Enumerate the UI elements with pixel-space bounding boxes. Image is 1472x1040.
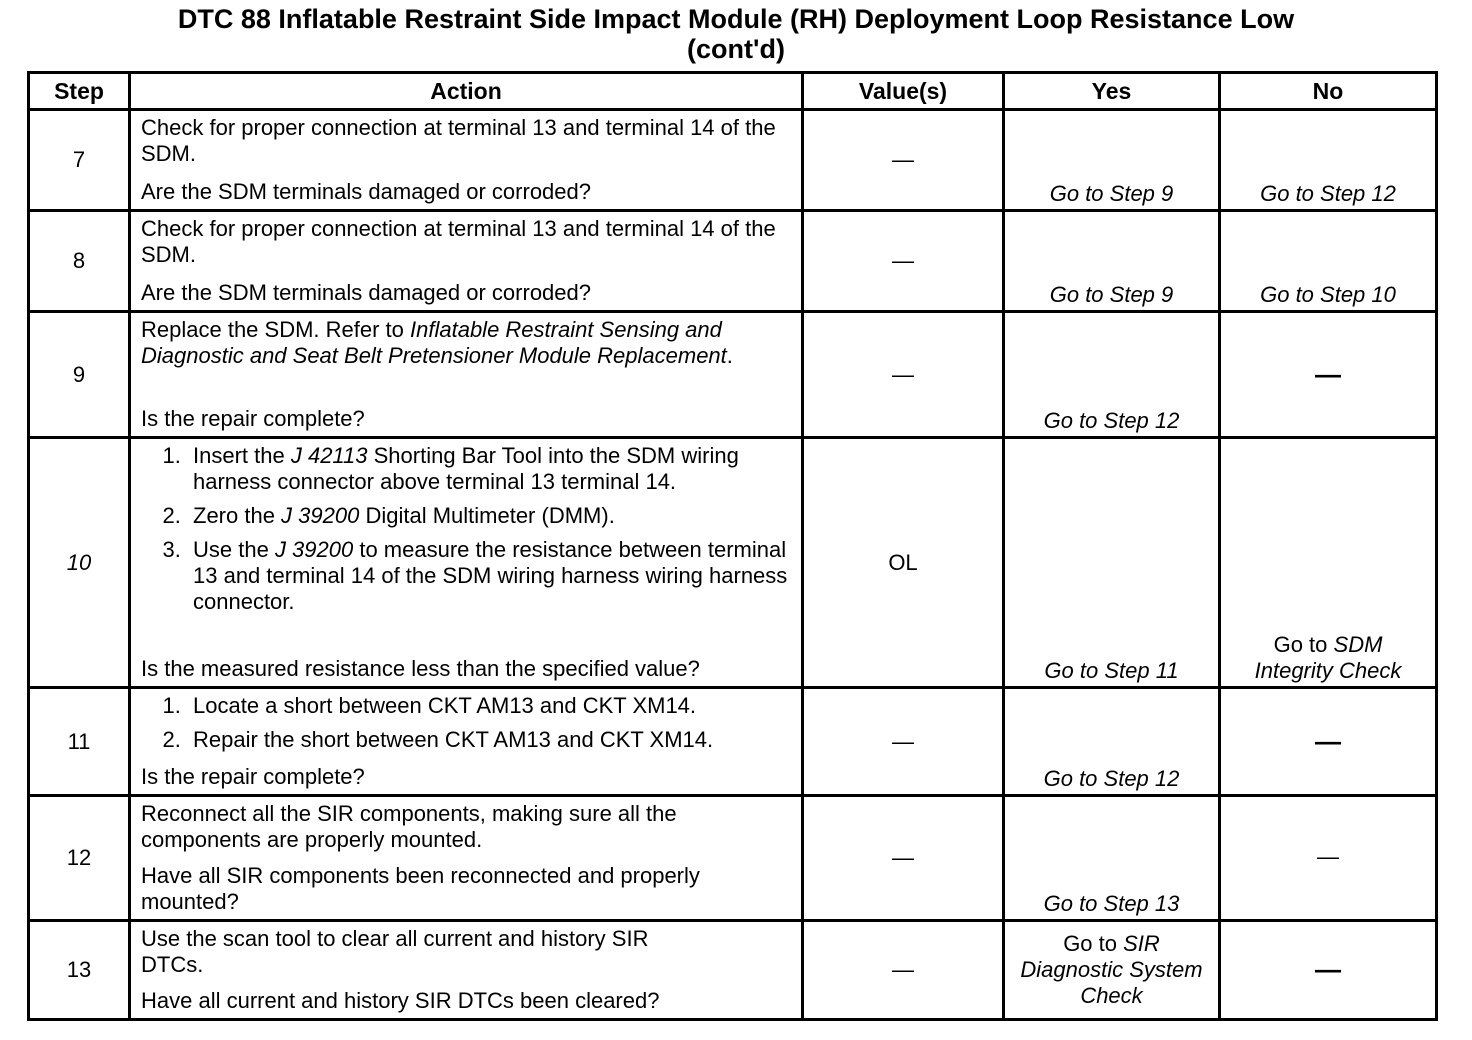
yes-cell: Go to Step 9 xyxy=(1004,110,1220,211)
step-number: 12 xyxy=(29,796,130,921)
no-cell: — xyxy=(1220,796,1437,921)
item-text: Zero the xyxy=(193,503,282,528)
action-question: Have all SIR components been reconnected and properly mounted? xyxy=(141,863,700,914)
action-cell xyxy=(130,438,803,688)
action-question: Is the repair complete? xyxy=(141,406,365,431)
table-row xyxy=(29,796,1437,921)
no-cell: Go to Step 10 xyxy=(1220,211,1437,312)
item-text: Digital Multimeter (DMM). xyxy=(359,503,615,528)
value-cell: — xyxy=(803,921,1004,1020)
list-item xyxy=(187,537,791,615)
header-no: No xyxy=(1220,73,1437,110)
title-line-1: DTC 88 Inflatable Restraint Side Impact Module (RH) Deployment Loop Resistance Low xyxy=(177,4,1295,34)
step-number: 9 xyxy=(29,312,130,438)
value-cell: — xyxy=(803,211,1004,312)
table-row xyxy=(29,438,1437,688)
list-item xyxy=(187,503,791,529)
action-text: Check for proper connection at terminal 13 and terminal 14 of the SDM. xyxy=(141,115,776,166)
no-cell: Go to Step 12 xyxy=(1220,110,1437,211)
action-text: Check for proper connection at terminal 13 and terminal 14 of the SDM. xyxy=(141,216,776,267)
table-row xyxy=(29,110,1437,211)
action-steps-list xyxy=(131,693,791,757)
service-procedure-reference: Inflatable Restraint Sensing and Diagnostic and Seat Belt Pretensioner Module Replacement xyxy=(141,317,727,368)
tool-reference: J 39200 xyxy=(274,537,354,562)
yes-cell: Go to Step 13 xyxy=(1004,796,1220,921)
action-question: Is the measured resistance less than the specified value? xyxy=(141,656,700,681)
item-text: to measure the resistance between terminal 13 and terminal 14 of the SDM wiring harness wiring harness connector. xyxy=(193,537,788,614)
yes-cell: Go to Step 12 xyxy=(1004,312,1220,438)
header-yes: Yes xyxy=(1004,73,1220,110)
no-cell: — xyxy=(1220,921,1437,1020)
action-cell xyxy=(130,688,803,796)
value-cell: OL xyxy=(803,438,1004,688)
action-text: Reconnect all the SIR components, making sure all the components are properly mounted. xyxy=(141,801,677,852)
action-cell xyxy=(130,211,803,312)
action-text-post: . xyxy=(726,343,733,368)
no-cell xyxy=(1220,438,1437,688)
action-question: Have all current and history SIR DTCs been cleared? xyxy=(141,988,660,1013)
header-values: Value(s) xyxy=(803,73,1004,110)
value-cell: — xyxy=(803,688,1004,796)
table-row xyxy=(29,688,1437,796)
title-line-2: (cont'd) xyxy=(687,34,785,64)
no-cell: — xyxy=(1220,688,1437,796)
step-number: 8 xyxy=(29,211,130,312)
no-ref: Integrity Check xyxy=(1254,658,1402,683)
tool-reference: J 39200 xyxy=(281,503,360,528)
yes-cell xyxy=(1004,921,1220,1020)
item-text: Shorting Bar Tool into the SDM wiring harness connector above terminal 13 terminal 14. xyxy=(193,443,739,494)
item-text: Use the xyxy=(193,537,275,562)
yes-text: Go to xyxy=(1063,931,1124,956)
yes-cell: Go to Step 11 xyxy=(1004,438,1220,688)
item-text: Insert the xyxy=(193,443,291,468)
step-number: 11 xyxy=(29,688,130,796)
value-cell: — xyxy=(803,796,1004,921)
action-cell xyxy=(130,110,803,211)
value-cell: — xyxy=(803,110,1004,211)
action-steps-list xyxy=(131,443,791,619)
action-question: Are the SDM terminals damaged or corroded? xyxy=(141,179,591,204)
action-text: Use the scan tool to clear all current and history SIR DTCs. xyxy=(141,926,649,977)
action-question: Is the repair complete? xyxy=(141,764,365,789)
table-row xyxy=(29,921,1437,1020)
action-cell xyxy=(130,921,803,1020)
step-number: 13 xyxy=(29,921,130,1020)
action-cell xyxy=(130,796,803,921)
action-question: Are the SDM terminals damaged or corroded? xyxy=(141,280,591,305)
yes-cell: Go to Step 9 xyxy=(1004,211,1220,312)
step-number: 7 xyxy=(29,110,130,211)
header-step: Step xyxy=(29,73,130,110)
header-row xyxy=(29,73,1437,110)
header-action: Action xyxy=(130,73,803,110)
action-text-pre: Replace the SDM. Refer to xyxy=(141,317,411,342)
table-row xyxy=(29,312,1437,438)
yes-ref: SIR Diagnostic System Check xyxy=(1020,931,1203,1008)
yes-cell: Go to Step 12 xyxy=(1004,688,1220,796)
no-ref: SDM xyxy=(1333,632,1383,657)
no-cell: — xyxy=(1220,312,1437,438)
action-text xyxy=(141,317,791,369)
table-row xyxy=(29,211,1437,312)
diagnostic-table xyxy=(27,71,1438,1021)
action-cell xyxy=(130,312,803,438)
list-item xyxy=(187,443,791,495)
page-title xyxy=(0,4,1472,64)
tool-reference: J 42113 xyxy=(290,443,368,468)
list-item: 2. Repair the short between CKT AM13 and CKT XM14. xyxy=(187,727,791,753)
value-cell: — xyxy=(803,312,1004,438)
step-number: 10 xyxy=(29,438,130,688)
list-item: 1. Locate a short between CKT AM13 and CKT XM14. xyxy=(187,693,791,719)
no-text: Go to xyxy=(1273,632,1334,657)
